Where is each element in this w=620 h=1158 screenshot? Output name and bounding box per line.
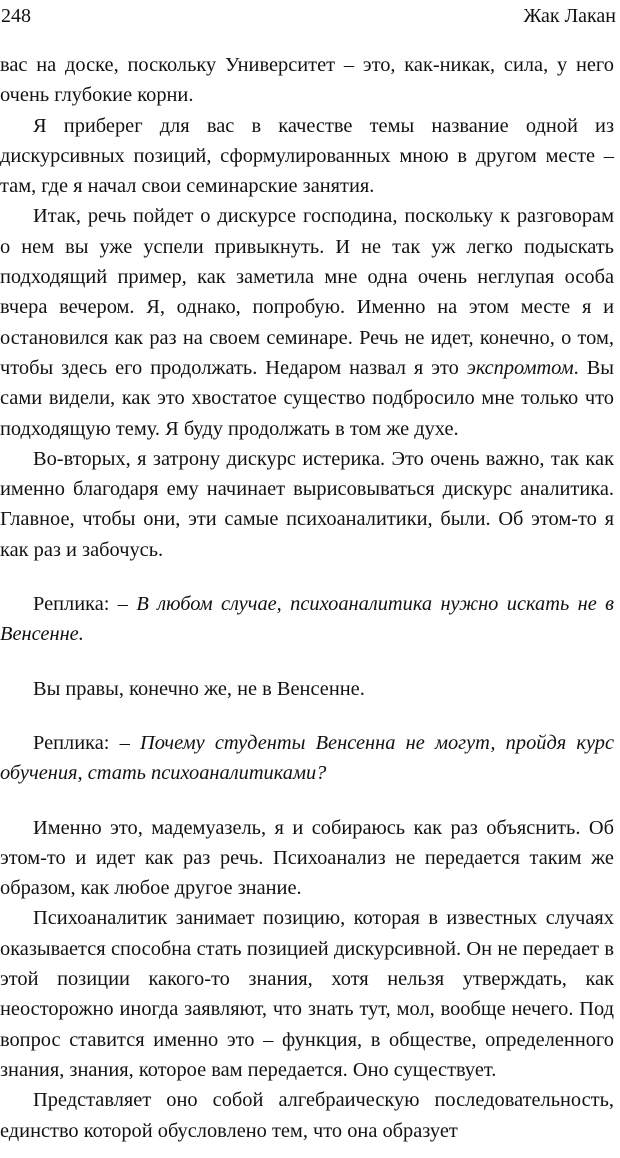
paragraph: Психоаналитик занимает позицию, которая в известных случаях оказывается способна стать позицией дискурсивной. Он не передает в этой позиции какого-то знания, хотя нельзя утверждать, как неосторожно иногда заявляют, что знать тут, мол, вообще нечего. Под вопрос ставится именно это – функция, в обществе, определенного знания, знания, которое вам передается. Оно существует. [0, 907, 614, 1081]
remark-speaker: Реплика: – [33, 593, 137, 616]
paragraph: Вы правы, конечно же, не в Венсенне. [33, 677, 365, 700]
paragraph: Представляет оно собой алгебраическую последовательность, единство которой обусловлено тем, что она образует [0, 1089, 614, 1142]
remark-text: Почему студенты Венсенна не могут, пройдя курс обучения, стать психоаналитиками? [0, 731, 614, 785]
emphasis-text: экспромтом [466, 356, 574, 379]
paragraph: Именно это, мадемуазель, я и собираюсь как раз объяснить. Об этом-то и идет как раз речь. Психоанализ не передается таким же образом, как любое другое знание. [0, 816, 614, 900]
page-number: 248 [1, 5, 31, 27]
audience-remark [0, 728, 614, 789]
audience-remark [0, 589, 614, 650]
paragraph [0, 201, 614, 443]
paragraph: Я приберег для вас в качестве темы название одной из дискурсивных позиций, сформулированных мною в другом месте – там, где я начал свои семинарские занятия. [0, 114, 614, 198]
body-text [0, 50, 614, 1146]
remark-text: В любом случае, психоаналитика нужно искать не в Венсенне. [0, 593, 614, 646]
remark-speaker: Реплика: – [33, 731, 140, 754]
paragraph-continued: вас на доске, поскольку Университет – это, как-никак, сила, у него очень глубокие корни. [0, 54, 614, 107]
paragraph-text: . Вы сами видели, как это хвостатое существо подбросило мне только что подходящую тему. Я буду продолжать в том же духе. [0, 356, 614, 440]
running-title: Жак Лакан [523, 5, 616, 27]
paragraph: Во-вторых, я затрону дискурс истерика. Это очень важно, так как именно благодаря ему начинает вырисовываться дискурс аналитика. Главное, чтобы они, эти самые психоаналитики, были. Об этом-то я как раз и забочусь. [0, 447, 614, 561]
paragraph-text: Итак, речь пойдет о дискурсе господина, поскольку к разговорам о нем вы уже успели привыкнуть. И не так уж легко подыскать подходящий пример, как заметила мне одна очень неглупая особа вчера вечером. Я, однако, попробую. Именно на этом месте я и остановился как раз на своем семинаре. Речь не идет, конечно, о том, чтобы здесь его продолжать. Недаром назвал я это [0, 205, 614, 379]
running-head [0, 2, 616, 30]
